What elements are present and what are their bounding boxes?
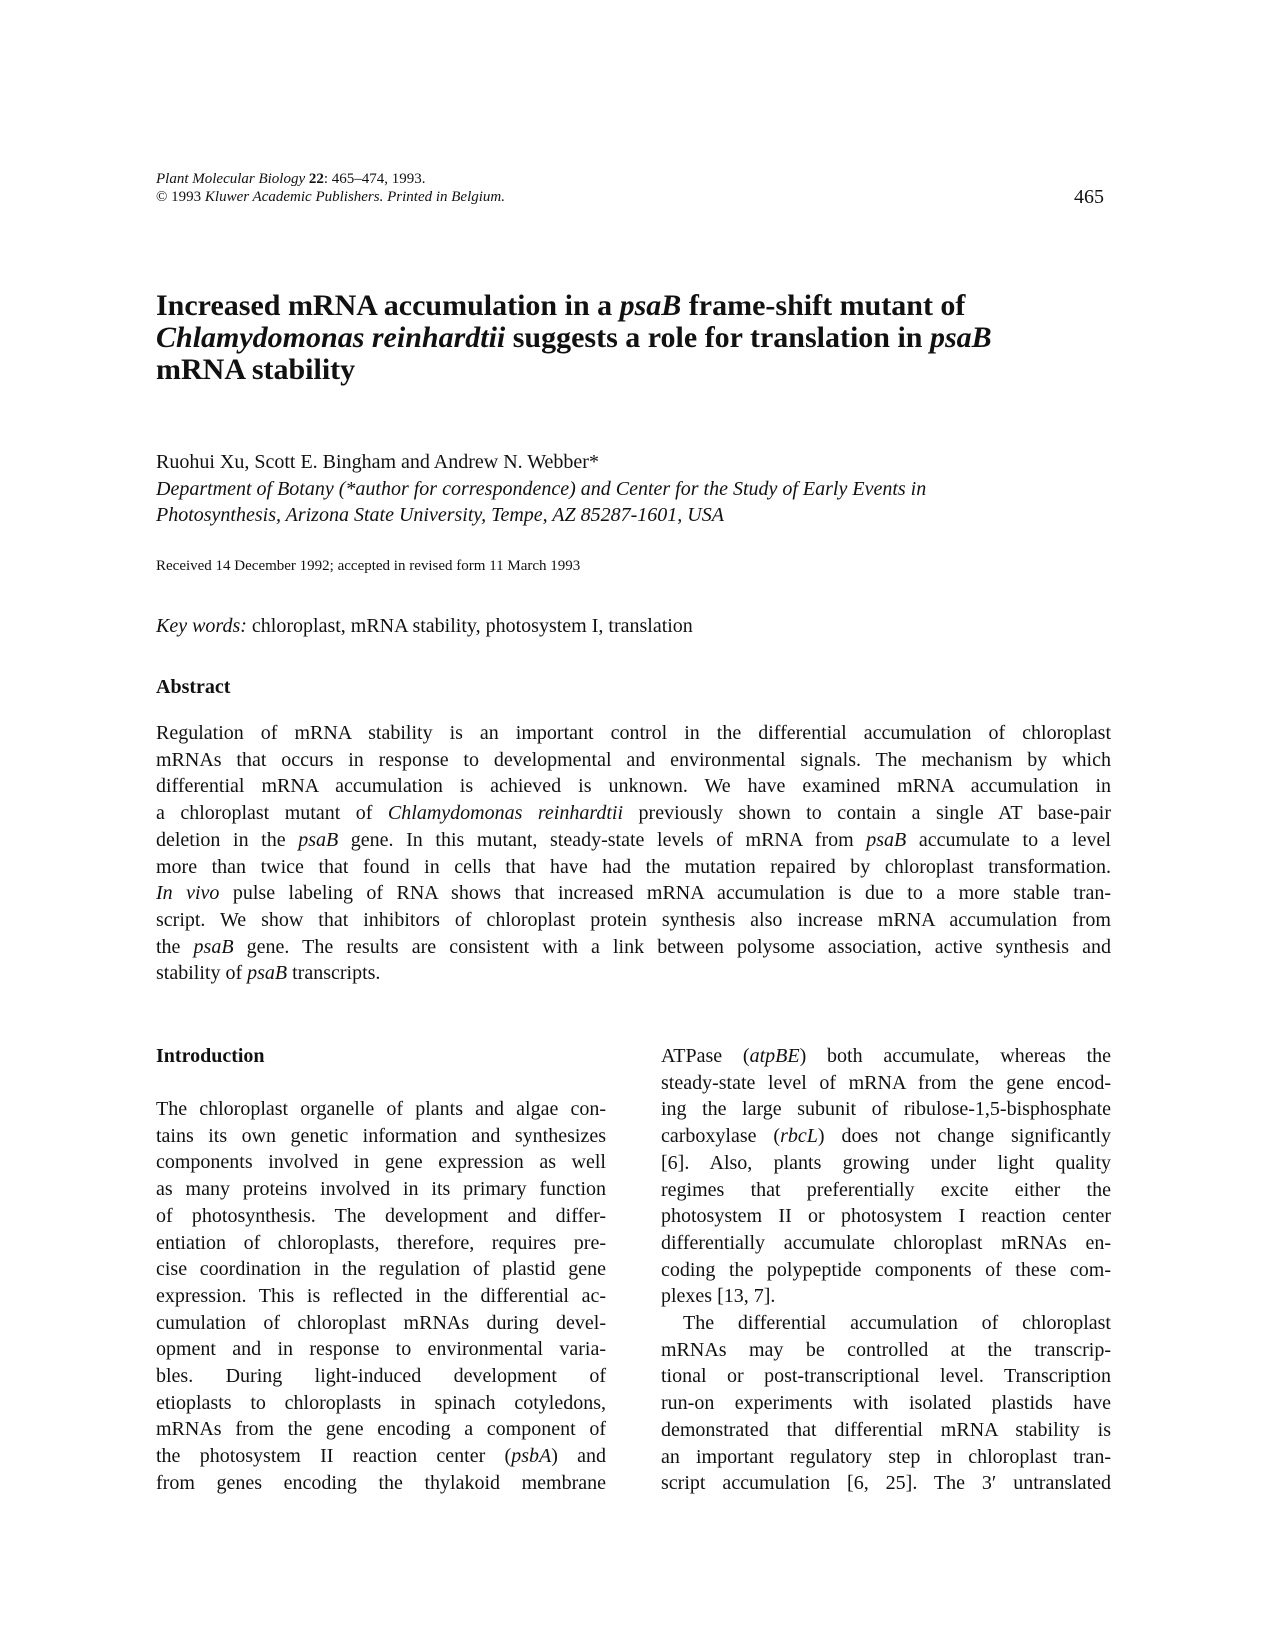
body-line: bles. During light-induced development of bbox=[156, 1365, 606, 1388]
body-line: regimes that preferentially excite either the bbox=[661, 1178, 1111, 1201]
article-title bbox=[156, 290, 1096, 386]
body-line: mRNAs may be controlled at the transcrip- bbox=[661, 1338, 1111, 1361]
journal-line-1 bbox=[156, 170, 505, 188]
body-line: expression. This is reflected in the differential ac- bbox=[156, 1284, 606, 1307]
abstract-line: a chloroplast mutant of Chlamydomonas reinhardtii previously shown to contain a single AT base-pair bbox=[156, 802, 1111, 825]
body-line: The differential accumulation of chloroplast bbox=[683, 1312, 1111, 1335]
body-line: entiation of chloroplasts, therefore, requires pre- bbox=[156, 1231, 606, 1254]
body-line: tional or post-transcriptional level. Transcription bbox=[661, 1365, 1111, 1388]
abstract-line: deletion in the psaB gene. In this mutant, steady-state levels of mRNA from psaB accumulate to a level bbox=[156, 828, 1111, 851]
body-line: [6]. Also, plants growing under light quality bbox=[661, 1151, 1111, 1174]
body-line: differentially accumulate chloroplast mRNAs en- bbox=[661, 1231, 1111, 1254]
journal-line-2 bbox=[156, 188, 505, 206]
affiliation-line-1: Department of Botany (*author for correspondence) and Center for the Study of Early Events in bbox=[156, 478, 927, 500]
body-line: etioplasts to chloroplasts in spinach cotyledons, bbox=[156, 1391, 606, 1414]
body-line: ing the large subunit of ribulose-1,5-bisphosphate bbox=[661, 1098, 1111, 1121]
keywords-text: chloroplast, mRNA stability, photosystem I, translation bbox=[246, 615, 693, 637]
journal-volume: 22 bbox=[308, 171, 324, 187]
body-line: as many proteins involved in its primary function bbox=[156, 1178, 606, 1201]
abstract-line: mRNAs that occurs in response to developmental and environmental signals. The mechanism by which bbox=[156, 748, 1111, 771]
body-line: tains its own genetic information and synthesizes bbox=[156, 1124, 606, 1147]
title-line-1: Increased mRNA accumulation in a psaB frame-shift mutant of bbox=[156, 289, 966, 322]
body-line: from genes encoding the thylakoid membrane bbox=[156, 1471, 606, 1494]
abstract-line: stability of psaB transcripts. bbox=[156, 962, 381, 985]
copyright-symbol: © 1993 bbox=[156, 189, 205, 205]
body-line: cise coordination in the regulation of plastid gene bbox=[156, 1258, 606, 1281]
abstract-heading: Abstract bbox=[156, 676, 231, 698]
abstract-line: the psaB gene. The results are consistent with a link between polysome association, active synthesis and bbox=[156, 935, 1111, 958]
abstract-body bbox=[156, 720, 1111, 987]
body-line: components involved in gene expression as well bbox=[156, 1151, 606, 1174]
introduction-column-right bbox=[661, 1043, 1111, 1497]
body-line: run-on experiments with isolated plastids have bbox=[661, 1392, 1111, 1415]
body-line: the photosystem II reaction center (psbA) and bbox=[156, 1445, 607, 1468]
body-line: steady-state level of mRNA from the gene encod- bbox=[661, 1071, 1111, 1094]
abstract-line: more than twice that found in cells that have had the mutation repaired by chloroplast transformation. bbox=[156, 855, 1111, 878]
body-line: photosystem II or photosystem I reaction center bbox=[661, 1205, 1111, 1228]
body-line: script accumulation [6, 25]. The 3′ untranslated bbox=[661, 1472, 1111, 1495]
body-line: cumulation of chloroplast mRNAs during devel- bbox=[156, 1311, 606, 1334]
journal-name: Plant Molecular Biology bbox=[156, 171, 306, 187]
affiliation bbox=[156, 476, 1096, 528]
publisher: Kluwer Academic Publishers. Printed in Belgium. bbox=[204, 189, 506, 205]
body-line: mRNAs from the gene encoding a component of bbox=[156, 1418, 606, 1441]
keywords-label: Key words: bbox=[156, 615, 247, 637]
page-number: 465 bbox=[1074, 186, 1104, 208]
title-line-3: mRNA stability bbox=[156, 353, 356, 386]
body-line: carboxylase (rbcL) does not change significantly bbox=[661, 1125, 1111, 1148]
keywords bbox=[156, 615, 693, 638]
body-line: of photosynthesis. The development and differ- bbox=[156, 1204, 606, 1227]
abstract-line: differential mRNA accumulation is achieved is unknown. We have examined mRNA accumulation in bbox=[156, 775, 1111, 798]
body-line: plexes [13, 7]. bbox=[661, 1285, 776, 1308]
abstract-line: In vivo pulse labeling of RNA shows that increased mRNA accumulation is due to a more stable tran- bbox=[156, 882, 1111, 905]
body-line: ATPase (atpBE) both accumulate, whereas the bbox=[661, 1045, 1112, 1067]
journal-citation bbox=[156, 170, 505, 206]
abstract-line: script. We show that inhibitors of chloroplast protein synthesis also increase mRNA accumulation from bbox=[156, 908, 1111, 931]
body-line: demonstrated that differential mRNA stability is bbox=[661, 1418, 1111, 1441]
body-line: an important regulatory step in chloroplast tran- bbox=[661, 1445, 1111, 1468]
received-dates: Received 14 December 1992; accepted in revised form 11 March 1993 bbox=[156, 558, 581, 574]
authors: Ruohui Xu, Scott E. Bingham and Andrew N. Webber* bbox=[156, 451, 599, 473]
body-line: coding the polypeptide components of these com- bbox=[661, 1258, 1111, 1281]
title-line-2: Chlamydomonas reinhardtii suggests a role for translation in psaB bbox=[156, 321, 992, 354]
body-line: The chloroplast organelle of plants and algae con- bbox=[156, 1098, 606, 1120]
journal-pages: : 465–474, 1993. bbox=[323, 171, 426, 187]
introduction-heading: Introduction bbox=[156, 1045, 265, 1067]
affiliation-line-2: Photosynthesis, Arizona State University, Tempe, AZ 85287-1601, USA bbox=[156, 504, 724, 526]
abstract-line: Regulation of mRNA stability is an important control in the differential accumulation of chloroplast bbox=[156, 722, 1111, 744]
introduction-column-left bbox=[156, 1096, 606, 1497]
body-line: opment and in response to environmental varia- bbox=[156, 1338, 606, 1361]
